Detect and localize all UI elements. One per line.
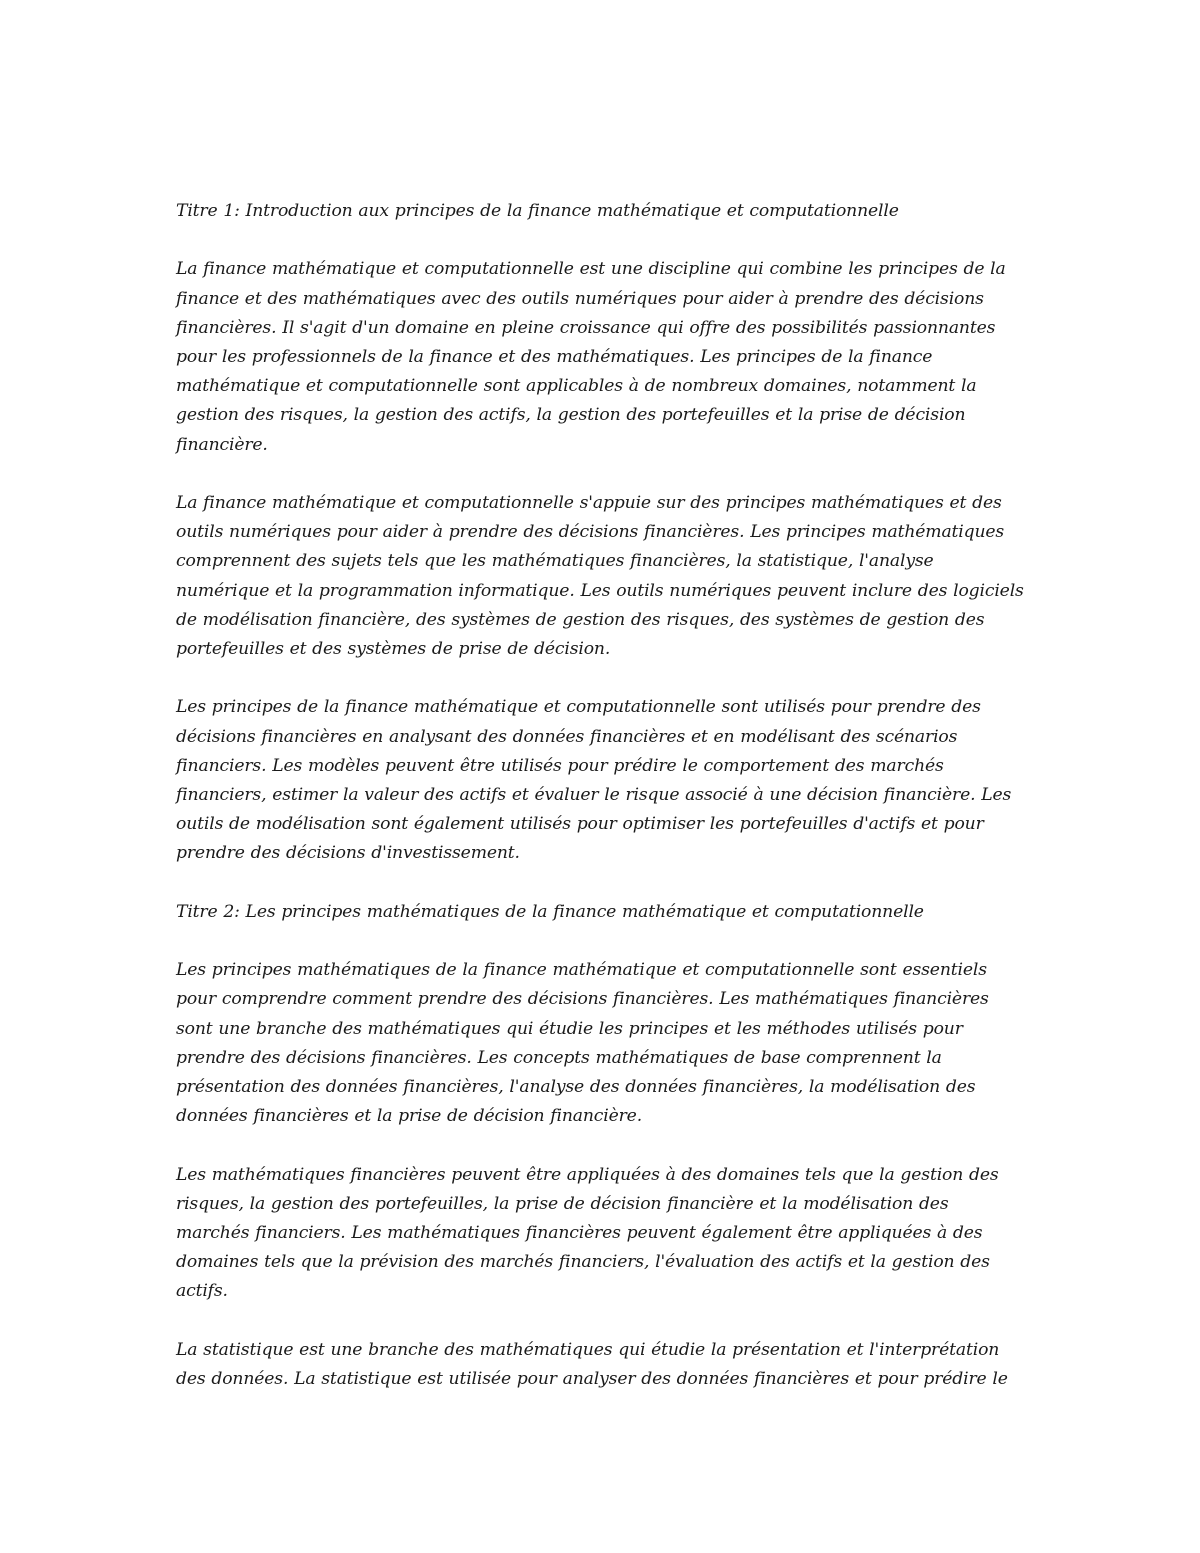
paragraph: Les mathématiques financières peuvent être appliquées à des domaines tels que la gestion des risques, la gestion des portefeuilles, la prise de décision financière et la modélisation des marchés financiers. Les mathématiques financières peuvent également être appliquées à des domaines tels que la prévision des marchés financiers, l'évaluation des actifs et la gestion des actifs.	[176, 1164, 999, 1302]
paragraph: La finance mathématique et computationnelle s'appuie sur des principes mathématiques et des outils numériques pour aider à prendre des décisions financières. Les principes mathématiques comprennent des sujets tels que les mathématiques financières, la statistique, l'analyse numérique et la programmation informatique. Les outils numériques peuvent inclure des logiciels de modélisation financière, des systèmes de gestion des risques, des systèmes de gestion des portefeuilles et des systèmes de prise de décision.	[176, 493, 1024, 660]
document-body	[176, 197, 1026, 1423]
paragraph: La finance mathématique et computationnelle est une discipline qui combine les principes de la finance et des mathématiques avec des outils numériques pour aider à prendre des décisions financières. Il s'agit d'un domaine en pleine croissance qui offre des possibilités passionnantes pour les professionnels de la finance et des mathématiques. Les principes de la finance mathématique et computationnelle sont applicables à de nombreux domaines, notamment la gestion des risques, la gestion des actifs, la gestion des portefeuilles et la prise de décision financière.	[176, 259, 1006, 455]
section-heading-1: Titre 1: Introduction aux principes de la finance mathématique et computationnelle	[176, 201, 899, 221]
paragraph: La statistique est une branche des mathématiques qui étudie la présentation et l'interprétation des données. La statistique est utilisée pour analyser des données financières et pour prédire le	[176, 1339, 1008, 1390]
paragraph: Les principes mathématiques de la finance mathématique et computationnelle sont essentiels pour comprendre comment prendre des décisions financières. Les mathématiques financières sont une branche des mathématiques qui étudie les principes et les méthodes utilisés pour prendre des décisions financières. Les concepts mathématiques de base comprennent la présentation des données financières, l'analyse des données financières, la modélisation des données financières et la prise de décision financière.	[176, 960, 989, 1127]
section-heading-2: Titre 2: Les principes mathématiques de la finance mathématique et computationnelle	[176, 901, 924, 922]
paragraph: Les principes de la finance mathématique et computationnelle sont utilisés pour prendre des décisions financières en analysant des données financières et en modélisant des scénarios financiers. Les modèles peuvent être utilisés pour prédire le comportement des marchés financiers, estimer la valeur des actifs et évaluer le risque associé à une décision financière. Les outils de modélisation sont également utilisés pour optimiser les portefeuilles d'actifs et pour prendre des décisions d'investissement.	[176, 697, 1012, 864]
